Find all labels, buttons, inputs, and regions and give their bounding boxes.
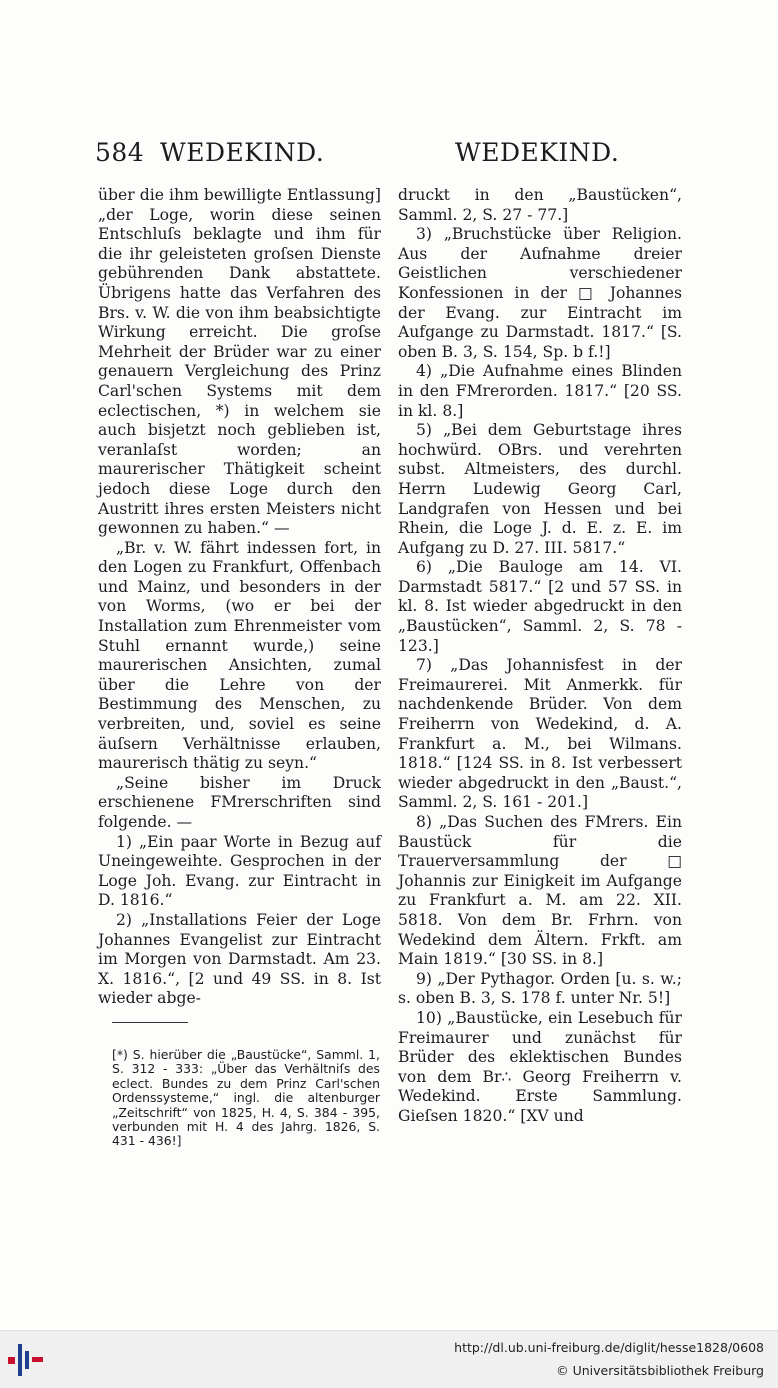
list-item: 9) „Der Pythagor. Orden [u. s. w.; s. oben B. 3, S. 178 f. unter Nr. 5!]	[398, 969, 682, 1008]
footnote-divider	[112, 1022, 188, 1023]
header-left-title: WEDEKIND.	[160, 138, 325, 167]
header-right-title: WEDEKIND.	[455, 138, 620, 167]
list-item: 3) „Bruchstücke über Religion. Aus der Aufnahme dreier Geistlichen verschiedener Konfessionen in der □ Johannes der Evang. zur Eintracht im Aufgange zu Darmstadt. 1817.“ [S. oben B. 3, S. 154, Sp. b f.!]	[398, 225, 682, 361]
paragraph: über die ihm bewilligte Entlassung] „der Loge, worin diese seinen Entschluſs beklagte und ihm für die ihr geleisteten groſsen Dienste gebührenden Dank abstattete. Übrigens hatte das Verfahren des Brs. v. W. die von ihm beabsichtigte Wirkung erreicht. Die groſse Mehrheit der Brüder war zu einer genauern Vergleichung des Prinz Carl'schen Systems mit dem eclectischen, *) in welchem sie auch bisjetzt noch geblieben ist, veranlaſst worden; an maurerischer Thätigkeit scheint jedoch diese Loge durch den Austritt ihres ersten Meisters nicht gewonnen zu haben.“ —	[98, 186, 381, 538]
list-item: 4) „Die Aufnahme eines Blinden in den FMrerorden. 1817.“ [20 SS. in kl. 8.]	[398, 362, 682, 420]
ub-freiburg-logo-icon[interactable]	[8, 1341, 48, 1379]
list-item: 8) „Das Suchen des FMrers. Ein Baustück für die Trauerversammlung der □ Johannis zur Einigkeit im Aufgange zu Frankfurt a. M. am 22. XII. 5818. Von dem Br. Frhrn. von Wedekind dem Ältern. Frkft. am Main 1819.“ [30 SS. in 8.]	[398, 813, 682, 969]
paragraph: „Seine bisher im Druck erschienene FMrerschriften sind folgende. —	[98, 773, 381, 831]
running-header	[95, 138, 685, 178]
list-item: 7) „Das Johannisfest in der Freimaurerei. Mit Anmerkk. für nachdenkende Brüder. Von dem Freiherrn von Wedekind, d. A. Frankfurt a. M., bei Wilmans. 1818.“ [124 SS. in 8. Ist verbessert wieder abgedruckt in den „Baust.“, Samml. 2, S. 161 - 201.]	[398, 656, 682, 812]
footnote-text: [*) S. hierüber die „Baustücke“, Samml. 1, S. 312 - 333: „Über das Verhältniſs des eclect. Bundes zu dem Prinz Carl'schen Ordenssysteme,“ ingl. die altenburger „Zeitschrift“ von 1825, H. 4, S. 384 - 395, verbunden mit H. 4 des Jahrg. 1826, S. 431 - 436!]	[112, 1047, 380, 1149]
paragraph: „Br. v. W. fährt indessen fort, in den Logen zu Frankfurt, Offenbach und Mainz, und besonders in der von Worms, (wo er bei der Installation zum Ehrenmeister vom Stuhl ernannt wurde,) seine maurerischen Ansichten, zumal über die Lehre von der Bestimmung des Menschen, zu verbreiten, und, soviel es seine äuſsern Verhältnisse erlauben, maurerisch thätig zu seyn.“	[98, 538, 381, 773]
paragraph: druckt in den „Baustücken“, Samml. 2, S. 27 - 77.]	[398, 186, 682, 224]
right-column	[398, 186, 682, 1127]
list-item: 6) „Die Bauloge am 14. VI. Darmstadt 5817.“ [2 und 57 SS. in kl. 8. Ist wieder abgedruckt in den „Baustücken“, Samml. 2, S. 78 - 123.]	[398, 558, 682, 655]
copyright-notice: © Universitätsbibliothek Freiburg	[556, 1363, 764, 1378]
list-item: 10) „Baustücke, ein Lesebuch für Freimaurer und zunächst für Brüder des eklektischen Bundes von dem Br∴ Georg Freiherrn v. Wedekind. Erste Sammlung. Gieſsen 1820.“ [XV und	[398, 1008, 682, 1125]
left-column	[98, 186, 381, 1009]
viewer-footer	[0, 1330, 778, 1388]
footnote	[112, 1048, 380, 1149]
list-item: 2) „Installations Feier der Loge Johannes Evangelist zur Eintracht im Morgen von Darmstadt. Am 23. X. 1816.“, [2 und 49 SS. in 8. Ist wieder abge-	[98, 910, 381, 1008]
list-item: 5) „Bei dem Geburtstage ihres hochwürd. OBrs. und verehrten subst. Altmeisters, des durchl. Herrn Ludewig Georg Carl, Landgrafen von Hessen und bei Rhein, die Loge J. d. E. z. E. im Aufgang zu D. 27. III. 5817.“	[398, 421, 682, 557]
list-item: 1) „Ein paar Worte in Bezug auf Uneingeweihte. Gesprochen in der Loge Joh. Evang. zur Eintracht in D. 1816.“	[98, 832, 381, 910]
page-number: 584	[95, 138, 145, 167]
permalink-url[interactable]: http://dl.ub.uni-freiburg.de/diglit/hesse1828/0608	[454, 1340, 764, 1355]
